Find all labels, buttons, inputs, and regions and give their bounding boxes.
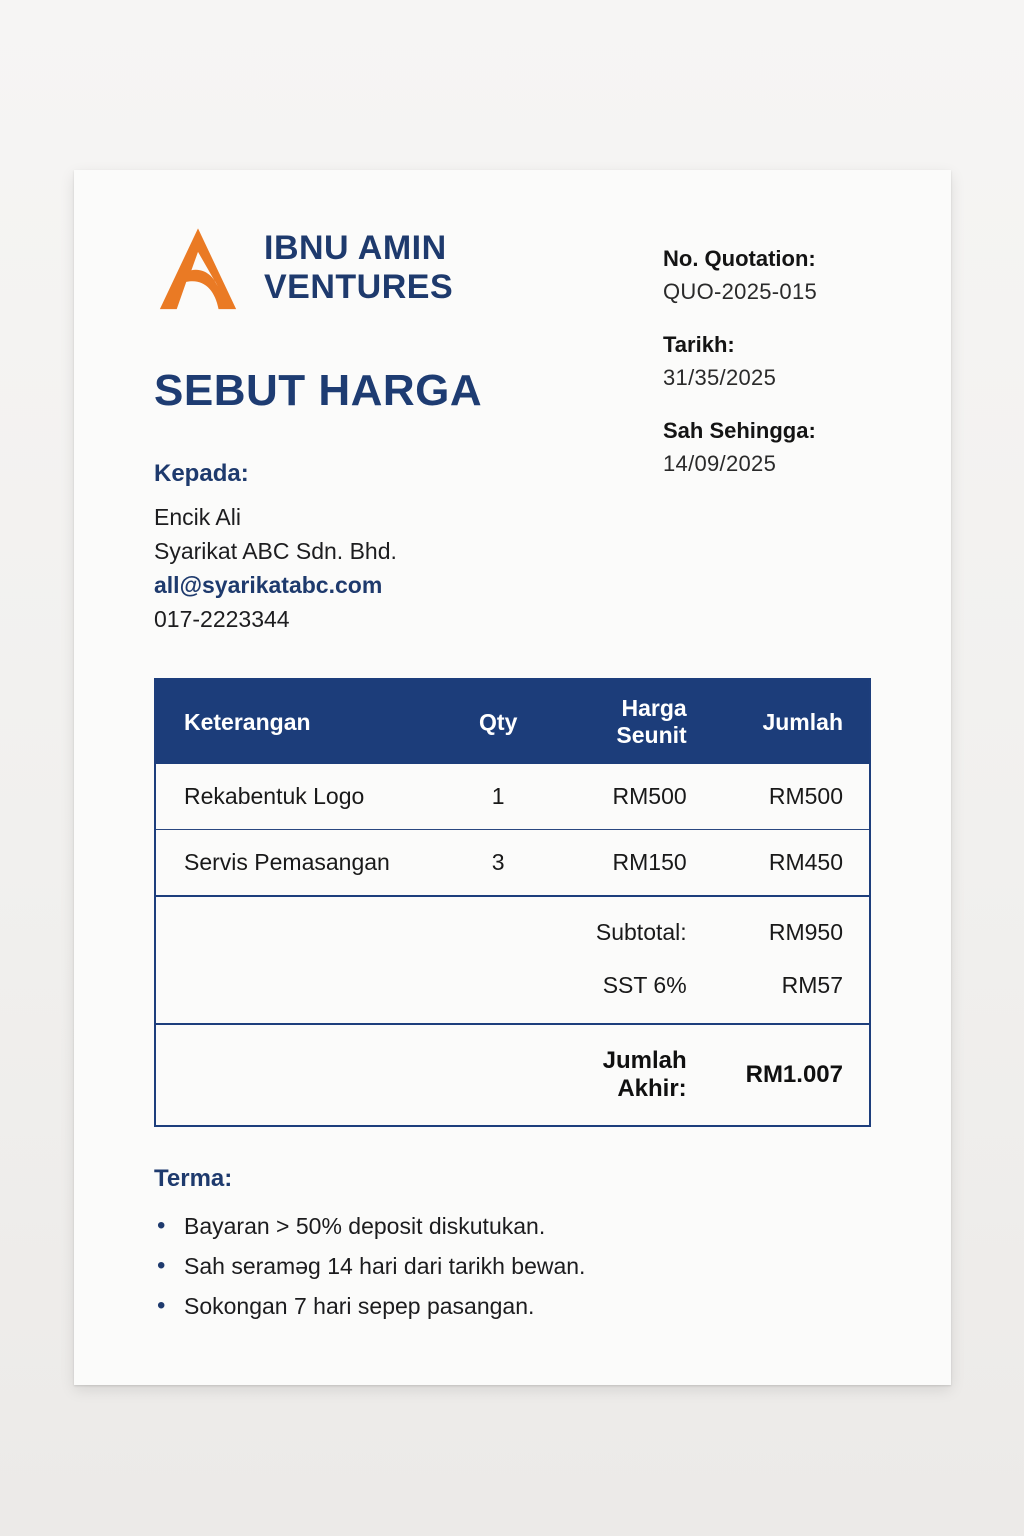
grand-total-value: RM1.007: [713, 1024, 870, 1126]
table-header-row: [155, 679, 870, 764]
meta-value: 14/09/2025: [663, 451, 777, 476]
meta-quotation-number: [663, 246, 871, 305]
item-description: Rekabentuk Logo: [155, 764, 448, 830]
recipient-name: Encik Ali: [154, 504, 241, 530]
column-header-amount: Jumlah: [713, 679, 870, 764]
column-header-unit-price: Harga Seunit: [548, 679, 712, 764]
column-header-qty: Qty: [448, 679, 548, 764]
grand-total-row: [155, 1024, 870, 1126]
tax-label: SST 6%: [548, 959, 712, 1024]
term-item: • Sah seraməg 14 hari dari tarikh bewan.: [154, 1246, 871, 1286]
meta-label: Tarikh:: [663, 332, 735, 357]
term-item: • Sokongan 7 hari sepep pasangan.: [154, 1286, 871, 1326]
item-unit-price: RM500: [548, 764, 712, 830]
table-row: [155, 764, 870, 830]
recipient-heading: Kepada:: [154, 460, 249, 487]
brand-name-line2: VENTURES: [264, 268, 454, 306]
meta-date: [663, 332, 871, 391]
column-header-description: Keterangan: [155, 679, 448, 764]
subtotal-value: RM950: [713, 896, 870, 959]
brand-name-line1: IBNU AMIN: [264, 228, 447, 267]
tax-row: [155, 959, 870, 1024]
item-amount: RM500: [713, 764, 870, 830]
item-qty: 1: [448, 764, 548, 830]
meta-value: QUO-2025-015: [663, 279, 818, 304]
term-item: • Bayaran > 50% deposit diskutukan.: [154, 1206, 871, 1246]
item-amount: RM450: [713, 830, 870, 897]
meta-label: Sah Sehingga:: [663, 418, 816, 443]
quotation-page: [74, 170, 951, 1385]
page-title: SEBUT HARGA: [154, 366, 483, 415]
item-qty: 3: [448, 830, 548, 897]
terms-list: [154, 1206, 871, 1326]
grand-total-label: Jumlah Akhir:: [548, 1024, 712, 1126]
quotation-meta: [663, 224, 871, 636]
item-description: Servis Pemasangan: [155, 830, 448, 897]
meta-value: 31/35/2025: [663, 365, 777, 390]
terms-heading: Terma:: [154, 1165, 233, 1192]
letter-a-logo-icon: [154, 224, 242, 312]
terms-section: [154, 1165, 871, 1326]
brand: [154, 224, 482, 312]
table-row: [155, 830, 870, 897]
meta-valid-until: [663, 418, 871, 477]
subtotal-row: [155, 896, 870, 959]
recipient-phone: 017-2223344: [154, 606, 290, 632]
meta-label: No. Quotation:: [663, 246, 816, 271]
header-section: [154, 224, 871, 636]
recipient-section: [154, 460, 482, 636]
recipient-company: Syarikat ABC Sdn. Bhd.: [154, 538, 397, 564]
item-unit-price: RM150: [548, 830, 712, 897]
brand-name: [264, 229, 453, 308]
tax-value: RM57: [713, 959, 870, 1024]
items-table: [154, 678, 871, 1127]
subtotal-label: Subtotal:: [548, 896, 712, 959]
recipient-email-link[interactable]: all@syarikatabc.com: [154, 572, 383, 598]
